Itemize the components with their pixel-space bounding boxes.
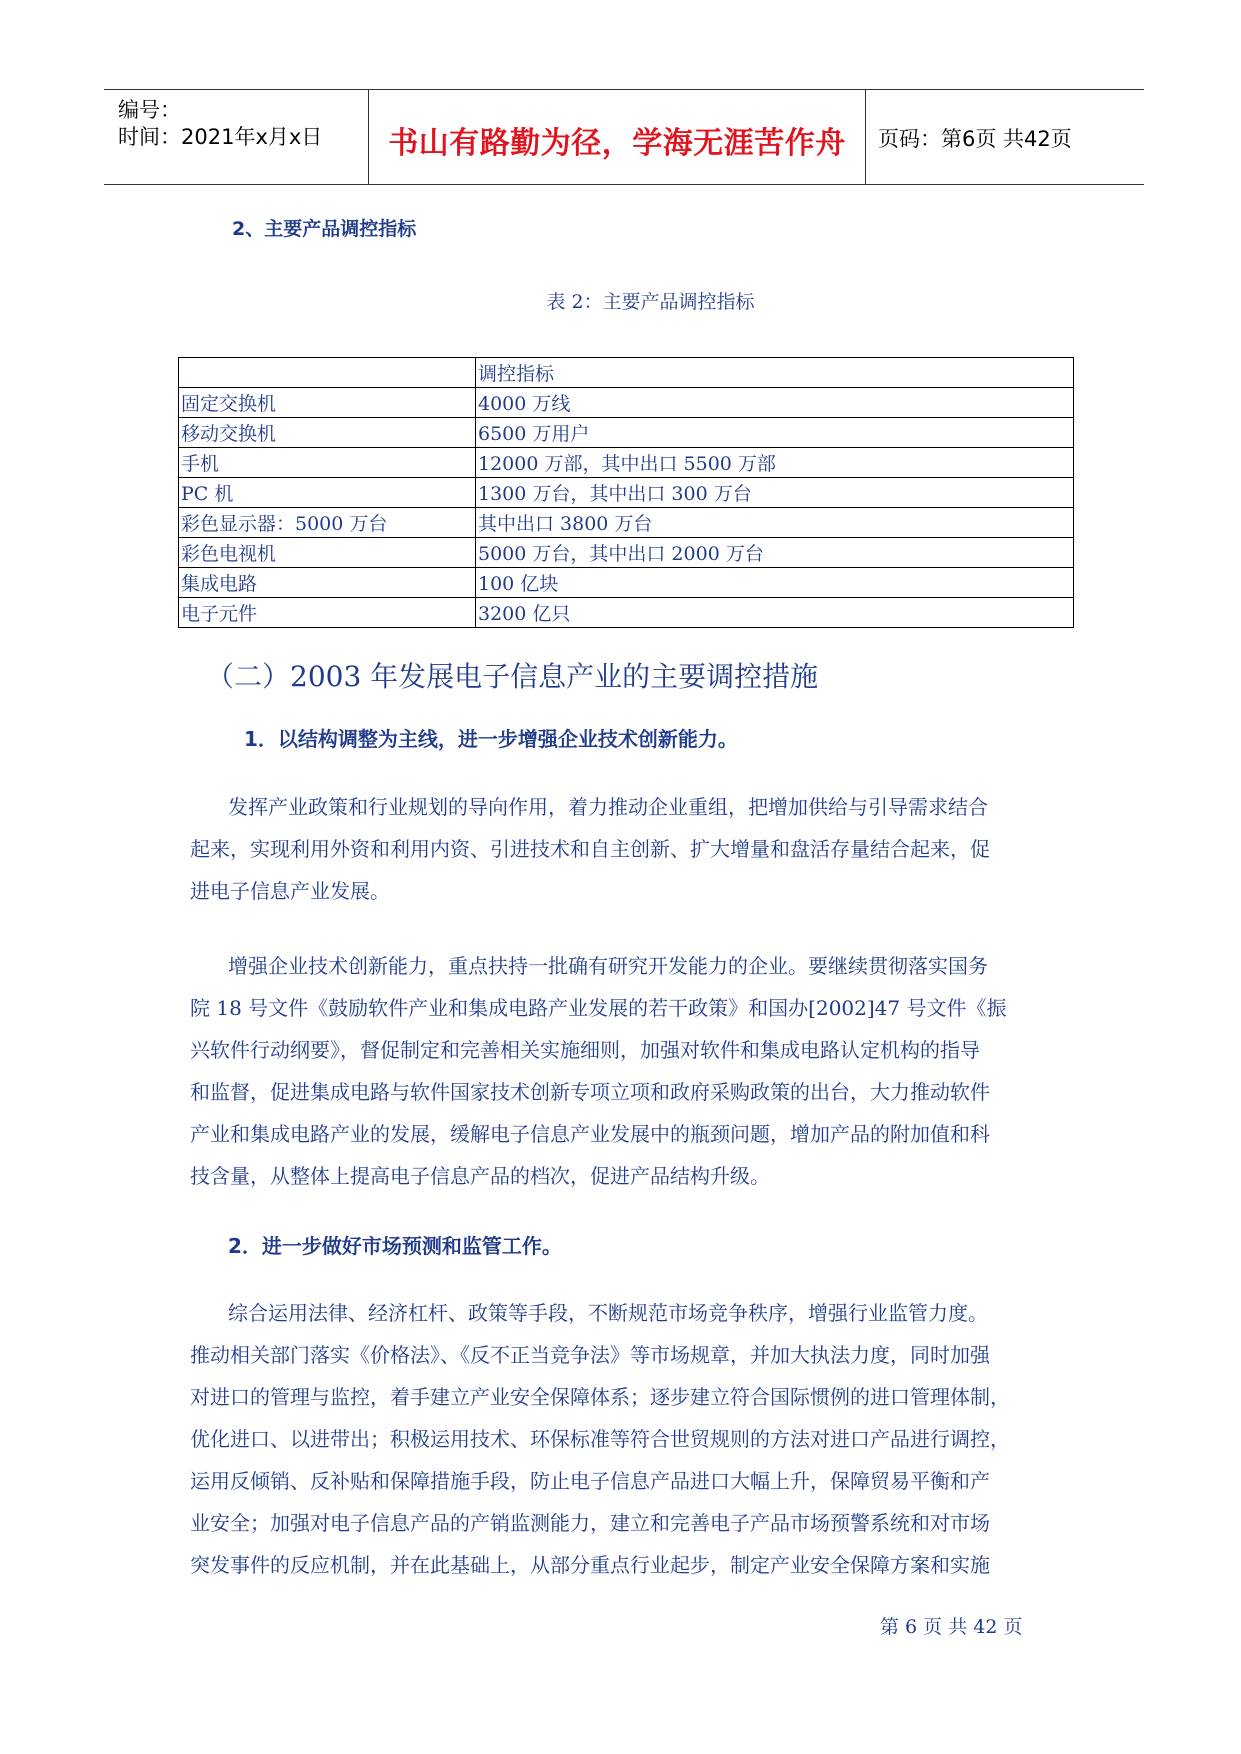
- header-left-cell: [104, 90, 368, 184]
- time-label: 时间：2021年x月x日: [118, 125, 323, 149]
- paragraph-line: 优化进口、以进带出；积极运用技术、环保标准等符合世贸规则的方法对进口产品进行调控，: [190, 1427, 1010, 1451]
- table-cell-indicator: 3200 亿只: [476, 598, 1074, 628]
- paragraph-line: 技含量，从整体上提高电子信息产品的档次，促进产品结构升级。: [190, 1164, 770, 1188]
- paragraph-line: 和监督，促进集成电路与软件国家技术创新专项立项和政府采购政策的出台，大力推动软件: [190, 1080, 990, 1104]
- table-cell-indicator: 12000 万部，其中出口 5500 万部: [476, 448, 1074, 478]
- table-cell-product: 集成电路: [179, 568, 476, 598]
- paragraph-line: 产业和集成电路产业的发展，缓解电子信息产业发展中的瓶颈问题，增加产品的附加值和科: [190, 1122, 990, 1146]
- table-cell-indicator: 4000 万线: [476, 388, 1074, 418]
- number-label: 编号：: [118, 98, 181, 122]
- table-row: [179, 448, 1074, 478]
- paragraph-line: 突发事件的反应机制，并在此基础上，从部分重点行业起步，制定产业安全保障方案和实施: [190, 1553, 990, 1577]
- table-cell-indicator: 6500 万用户: [476, 418, 1074, 448]
- table-header-cell: [179, 358, 476, 388]
- table-cell-product: PC 机: [179, 478, 476, 508]
- chapter-title: （二）2003 年发展电子信息产业的主要调控措施: [206, 660, 819, 693]
- paragraph-3: [190, 1292, 1070, 1586]
- table-row: [179, 508, 1074, 538]
- table-cell-product: 固定交换机: [179, 388, 476, 418]
- paragraph-line: 推动相关部门落实《价格法》、《反不正当竞争法》等市场规章，并加大执法力度，同时加强: [190, 1343, 990, 1367]
- table-cell-product: 彩色显示器：5000 万台: [179, 508, 476, 538]
- paragraph-1: [190, 786, 1070, 912]
- header-middle-cell: [368, 90, 866, 184]
- page-footer: 第 6 页 共 42 页: [880, 1616, 1023, 1638]
- paragraph-line: 发挥产业政策和行业规划的导向作用，着力推动企业重组，把增加供给与引导需求结合: [228, 795, 988, 819]
- paragraph-line: 业安全；加强对电子信息产品的产销监测能力，建立和完善电子产品市场预警系统和对市场: [190, 1511, 990, 1535]
- table-row: [179, 538, 1074, 568]
- paragraph-line: 进电子信息产业发展。: [190, 879, 390, 903]
- table-row: [179, 568, 1074, 598]
- paragraph-line: 增强企业技术创新能力，重点扶持一批确有研究开发能力的企业。要继续贯彻落实国务: [228, 954, 988, 978]
- page-header: [104, 89, 1144, 185]
- paragraph-line: 对进口的管理与监控，着手建立产业安全保障体系；逐步建立符合国际惯例的进口管理体制，: [190, 1385, 1010, 1409]
- table-cell-indicator: 1300 万台，其中出口 300 万台: [476, 478, 1074, 508]
- table-cell-indicator: 其中出口 3800 万台: [476, 508, 1074, 538]
- table-row: [179, 598, 1074, 628]
- table-cell-product: 手机: [179, 448, 476, 478]
- table-cell-product: 电子元件: [179, 598, 476, 628]
- header-right-cell: [864, 90, 1144, 184]
- table-header-cell: 调控指标: [476, 358, 1074, 388]
- page-code: 页码：第6页 共42页: [878, 127, 1072, 151]
- paragraph-line: 运用反倾销、反补贴和保障措施手段，防止电子信息产品进口大幅上升，保障贸易平衡和产: [190, 1469, 990, 1493]
- paragraph-line: 兴软件行动纲要》，督促制定和完善相关实施细则，加强对软件和集成电路认定机构的指导: [190, 1038, 980, 1062]
- table-cell-indicator: 100 亿块: [476, 568, 1074, 598]
- paragraph-2: [190, 945, 1070, 1197]
- paragraph-line: 起来，实现利用外资和利用内资、引进技术和自主创新、扩大增量和盘活存量结合起来，促: [190, 837, 990, 861]
- header-motto: 书山有路勤为径，学海无涯苦作舟: [388, 126, 846, 161]
- table-row: [179, 478, 1074, 508]
- table-cell-product: 移动交换机: [179, 418, 476, 448]
- table-cell-product: 彩色电视机: [179, 538, 476, 568]
- table-cell-indicator: 5000 万台，其中出口 2000 万台: [476, 538, 1074, 568]
- measure-1-title: 1．以结构调整为主线，进一步增强企业技术创新能力。: [244, 727, 738, 751]
- table-row: [179, 388, 1074, 418]
- paragraph-line: 院 18 号文件《鼓励软件产业和集成电路产业发展的若干政策》和国办[2002]47 号文件《振: [190, 996, 1007, 1020]
- table-caption: 表 2：主要产品调控指标: [546, 291, 755, 313]
- control-indicator-table: [178, 357, 1074, 628]
- table-row: [179, 418, 1074, 448]
- measure-2-title: 2．进一步做好市场预测和监管工作。: [228, 1234, 562, 1258]
- paragraph-line: 综合运用法律、经济杠杆、政策等手段，不断规范市场竞争秩序，增强行业监管力度。: [228, 1301, 988, 1325]
- section-2-title: 2、主要产品调控指标: [232, 218, 417, 240]
- table-header-row: [179, 358, 1074, 388]
